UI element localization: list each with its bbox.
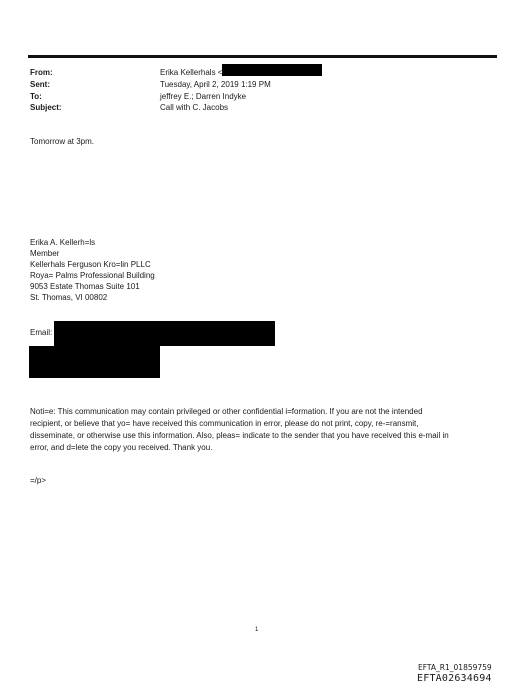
subject-value: Call with C. Jacobs bbox=[160, 103, 229, 112]
notice-line: disseminate, or otherwise use this information. Also, pleas= indicate to the sender that you have received this e-mail in bbox=[30, 431, 449, 440]
sent-label: Sent: bbox=[30, 80, 50, 89]
redaction-box bbox=[29, 346, 160, 378]
subject-label: Subject: bbox=[30, 103, 62, 112]
redaction-box bbox=[222, 64, 322, 76]
signature-city: St. Thomas, VI 00802 bbox=[30, 293, 108, 302]
email-label: Email: bbox=[30, 328, 53, 337]
notice-line: recipient, or believe that yo= have received this communication in error, please do not print, copy, re-=ransmit, bbox=[30, 419, 419, 428]
redaction-box bbox=[54, 321, 275, 346]
signature-name: Erika A. Kellerh=ls bbox=[30, 238, 96, 247]
bates-number-large: EFTA02634694 bbox=[417, 673, 492, 684]
page-number: 1 bbox=[255, 627, 259, 633]
bates-number-small: EFTA_R1_01859759 bbox=[418, 663, 492, 672]
header-divider bbox=[28, 55, 497, 58]
from-value: Erika Kellerhals < bbox=[160, 68, 223, 77]
sent-value: Tuesday, April 2, 2019 1:19 PM bbox=[160, 80, 271, 89]
signature-street: 9053 Estate Thomas Suite 101 bbox=[30, 282, 140, 291]
from-label: From: bbox=[30, 68, 53, 77]
signature-building: Roya= Palms Professional Building bbox=[30, 271, 155, 280]
confidentiality-notice bbox=[30, 406, 485, 454]
notice-line: Noti=e: This communication may contain privileged or other confidential i=formation. If you are not the intended bbox=[30, 407, 423, 416]
signature-firm: Kellerhals Ferguson Kro=lin PLLC bbox=[30, 260, 151, 269]
signature-block bbox=[30, 237, 155, 303]
message-body: Tomorrow at 3pm. bbox=[30, 137, 95, 146]
html-trailer: =/p> bbox=[30, 476, 47, 485]
to-value: jeffrey E.; Darren Indyke bbox=[160, 92, 247, 101]
signature-title: Member bbox=[30, 249, 60, 258]
notice-line: error, and d=lete the copy you received. Thank you. bbox=[30, 443, 213, 452]
to-label: To: bbox=[30, 92, 42, 101]
